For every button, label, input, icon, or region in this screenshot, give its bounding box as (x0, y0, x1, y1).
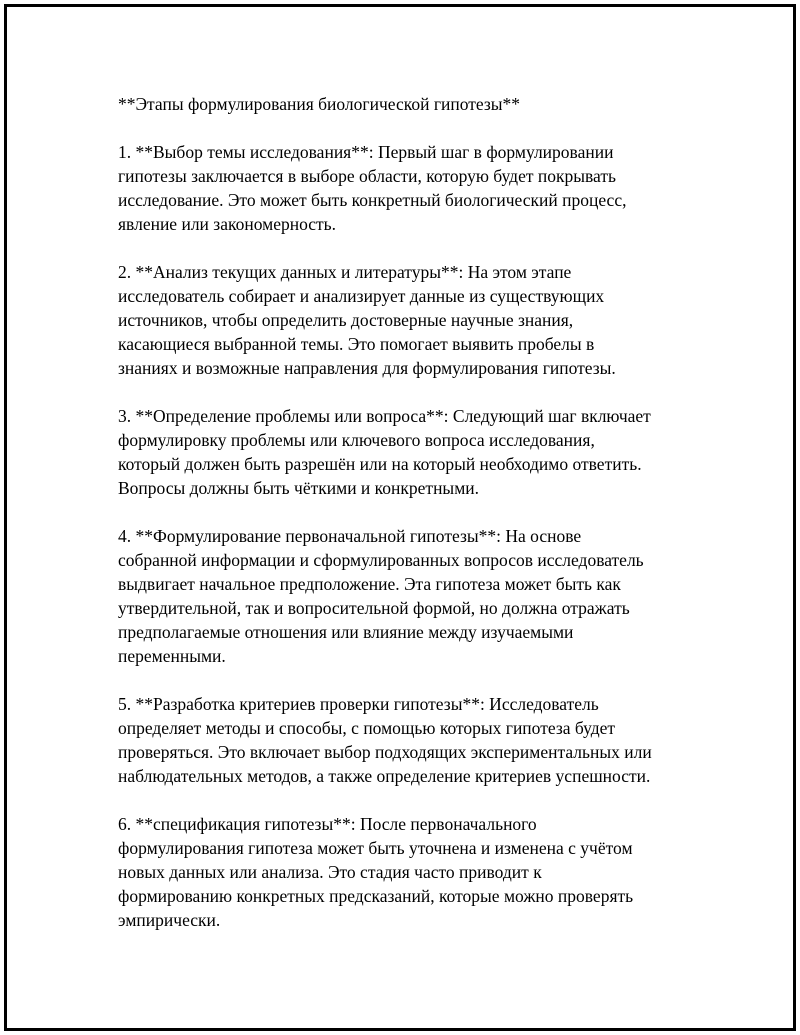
text-line: 3. **Определение проблемы или вопроса**: Следующий шаг включает (118, 406, 651, 426)
text-line: исследование. Это может быть конкретный биологический процесс, (118, 190, 627, 210)
document-title: **Этапы формулирования биологической гипотезы** (118, 94, 521, 114)
text-line: 6. **спецификация гипотезы**: После первоначального (118, 814, 537, 834)
paragraph-step-6 (118, 812, 718, 932)
text-line: явление или закономерность. (118, 214, 337, 234)
text-line: гипотезы заключается в выборе области, которую будет покрывать (118, 166, 616, 186)
text-line: формулировку проблемы или ключевого вопроса исследования, (118, 430, 595, 450)
text-line: исследователь собирает и анализирует данные из существующих (118, 286, 605, 306)
text-line: переменными. (118, 646, 226, 666)
text-line: определяет методы и способы, с помощью которых гипотеза будет (118, 718, 616, 738)
text-line: выдвигает начальное предположение. Эта гипотеза может быть как (118, 574, 621, 594)
text-line: 1. **Выбор темы исследования**: Первый шаг в формулировании (118, 142, 614, 162)
paragraph-step-3 (118, 404, 718, 500)
paragraph-step-2 (118, 260, 718, 380)
text-line: проверяться. Это включает выбор подходящих экспериментальных или (118, 742, 652, 762)
text-line: Вопросы должны быть чёткими и конкретными. (118, 478, 480, 498)
text-line: утвердительной, так и вопросительной формой, но должна отражать (118, 598, 630, 618)
text-line: 4. **Формулирование первоначальной гипотезы**: На основе (118, 526, 582, 546)
text-line: наблюдательных методов, а также определение критериев успешности. (118, 766, 651, 786)
text-line: касающиеся выбранной темы. Это помогает выявить пробелы в (118, 334, 595, 354)
text-line: который должен быть разрешён или на который необходимо ответить. (118, 454, 642, 474)
text-line: 2. **Анализ текущих данных и литературы**: На этом этапе (118, 262, 572, 282)
text-line: новых данных или анализа. Это стадия часто приводит к (118, 862, 542, 882)
paragraph-step-1 (118, 140, 718, 236)
text-line: источников, чтобы определить достоверные научные знания, (118, 310, 574, 330)
text-line: собранной информации и сформулированных вопросов исследователь (118, 550, 644, 570)
text-line: формированию конкретных предсказаний, которые можно проверять (118, 886, 634, 906)
paragraph-step-5 (118, 692, 718, 788)
paragraph-step-4 (118, 524, 718, 668)
text-line: знаниях и возможные направления для формулирования гипотезы. (118, 358, 616, 378)
text-line: 5. **Разработка критериев проверки гипотезы**: Исследователь (118, 694, 599, 714)
text-line: предполагаемые отношения или влияние между изучаемыми (118, 622, 574, 642)
document-body (118, 92, 718, 956)
text-line: формулирования гипотеза может быть уточнена и изменена с учётом (118, 838, 633, 858)
text-line: эмпирически. (118, 910, 221, 930)
